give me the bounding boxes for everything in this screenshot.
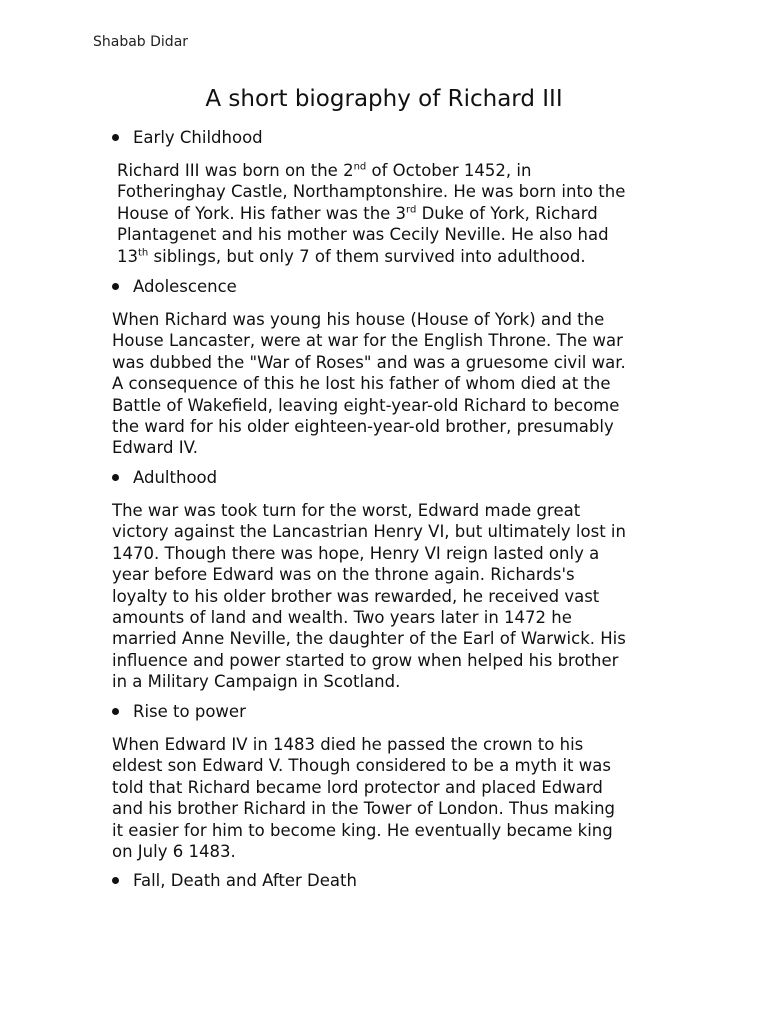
paragraph-adolescence xyxy=(112,309,626,459)
paragraph-rise-to-power xyxy=(112,734,615,862)
paragraph-line: 1470. Though there was hope, Henry VI reign lasted only a xyxy=(112,543,600,563)
paragraph-line: influence and power started to grow when helped his brother xyxy=(112,650,619,670)
paragraph-line: victory against the Lancastrian Henry VI, but ultimately lost in xyxy=(112,522,626,542)
paragraph-line: on July 6 1483. xyxy=(112,842,236,862)
paragraph-line: The war was took turn for the worst, Edward made great xyxy=(112,501,581,520)
paragraph-line: year before Edward was on the throne again. Richards's xyxy=(112,565,575,585)
paragraph-early-childhood xyxy=(117,160,625,267)
bullet-icon xyxy=(112,134,119,141)
section-heading-adolescence xyxy=(112,277,237,296)
paragraph-line: amounts of land and wealth. Two years later in 1472 he xyxy=(112,608,572,628)
paragraph-line: eldest son Edward V. Though considered to be a myth it was xyxy=(112,756,611,776)
section-heading-fall-death xyxy=(112,871,357,890)
section-heading-adulthood xyxy=(112,468,217,487)
page-title: A short biography of Richard III xyxy=(205,86,563,112)
paragraph-line: the ward for his older eighteen-year-old brother, presumably xyxy=(112,417,614,437)
paragraph-line: House of York. His father was the 3rd Duke of York, Richard xyxy=(117,203,598,223)
paragraph-line: When Richard was young his house (House of York) and the xyxy=(112,310,605,329)
paragraph-line: Richard III was born on the 2nd of October 1452, in xyxy=(117,161,532,180)
bullet-icon xyxy=(112,283,119,290)
section-heading-label: Adolescence xyxy=(133,277,237,296)
paragraph-line: told that Richard became lord protector and placed Edward xyxy=(112,777,603,797)
bullet-icon xyxy=(112,708,119,715)
paragraph-line: 13th siblings, but only 7 of them survived into adulthood. xyxy=(117,246,586,266)
paragraph-line: Plantagenet and his mother was Cecily Neville. He also had xyxy=(117,225,609,245)
bullet-icon xyxy=(112,877,119,884)
paragraph-line: married Anne Neville, the daughter of the Earl of Warwick. His xyxy=(112,629,626,649)
paragraph-line: Edward IV. xyxy=(112,438,198,458)
section-heading-label: Adulthood xyxy=(133,468,218,487)
section-heading-label: Fall, Death and After Death xyxy=(133,871,357,890)
section-heading-label: Early Childhood xyxy=(133,128,263,147)
paragraph-line: loyalty to his older brother was rewarded, he received vast xyxy=(112,586,600,606)
paragraph-line: House Lancaster, were at war for the English Throne. The war xyxy=(112,331,623,351)
bullet-icon xyxy=(112,474,119,481)
paragraph-line: Fotheringhay Castle, Northamptonshire. He was born into the xyxy=(117,182,626,202)
author-name: Shabab Didar xyxy=(93,34,189,50)
paragraph-line: and his brother Richard in the Tower of London. Thus making xyxy=(112,799,616,819)
paragraph-adulthood xyxy=(112,500,626,693)
section-heading-label: Rise to power xyxy=(133,702,246,721)
paragraph-line: was dubbed the "War of Roses" and was a gruesome civil war. xyxy=(112,352,626,372)
paragraph-line: in a Military Campaign in Scotland. xyxy=(112,672,401,692)
paragraph-line: A consequence of this he lost his father of whom died at the xyxy=(112,374,611,394)
section-heading-early-childhood xyxy=(112,128,263,147)
paragraph-line: it easier for him to become king. He eventually became king xyxy=(112,820,613,840)
paragraph-line: Battle of Wakefield, leaving eight-year-old Richard to become xyxy=(112,395,620,415)
paragraph-line: When Edward IV in 1483 died he passed the crown to his xyxy=(112,735,584,754)
section-heading-rise-to-power xyxy=(112,702,246,721)
